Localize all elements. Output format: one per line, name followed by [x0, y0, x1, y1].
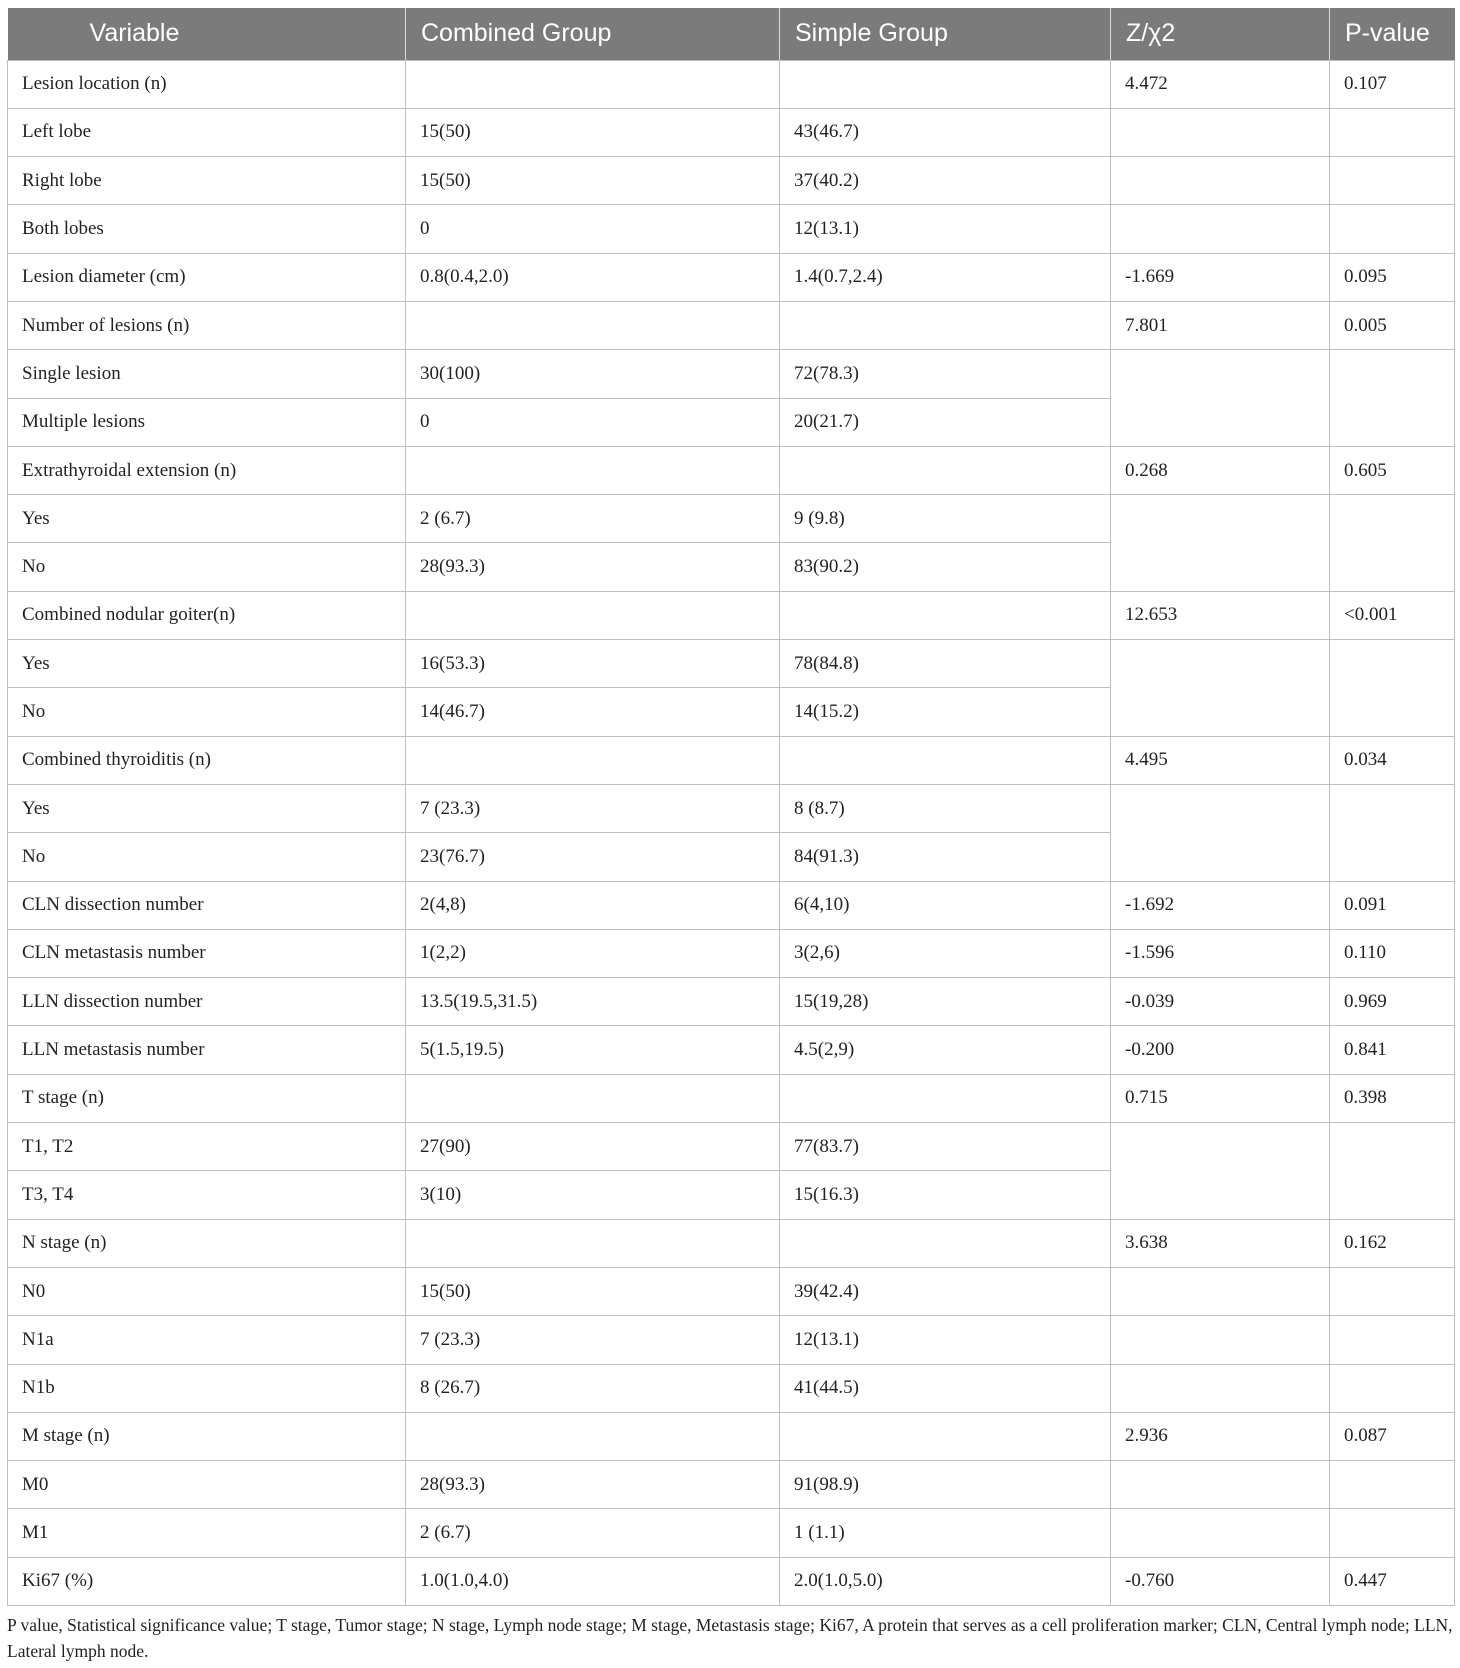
cell-combined-group: 28(93.3) [406, 1461, 780, 1509]
cell-z-chi2: -0.039 [1111, 978, 1330, 1026]
table-row [8, 881, 1455, 929]
cell-z-chi2: -1.692 [1111, 881, 1330, 929]
cell-variable: Combined thyroiditis (n) [8, 736, 406, 784]
header-row [8, 8, 1455, 60]
cell-combined-group: 7 (23.3) [406, 1316, 780, 1364]
cell-p-value: 0.095 [1330, 253, 1455, 301]
cell-variable: LLN dissection number [8, 978, 406, 1026]
cell-variable: M stage (n) [8, 1412, 406, 1460]
header-combined-group: Combined Group [406, 8, 780, 60]
cell-z-chi2: 3.638 [1111, 1219, 1330, 1267]
cell-simple-group: 91(98.9) [780, 1461, 1111, 1509]
cell-simple-group: 72(78.3) [780, 350, 1111, 398]
cell-simple-group: 1.4(0.7,2.4) [780, 253, 1111, 301]
cell-z-chi2: -0.200 [1111, 1026, 1330, 1074]
cell-combined-group: 5(1.5,19.5) [406, 1026, 780, 1074]
cell-p-value: 0.107 [1330, 60, 1455, 108]
cell-combined-group: 23(76.7) [406, 833, 780, 881]
cell-simple-group: 3(2,6) [780, 929, 1111, 977]
cell-p-value: 0.091 [1330, 881, 1455, 929]
cell-simple-group: 9 (9.8) [780, 495, 1111, 543]
table-row [8, 1364, 1455, 1412]
cell-combined-group [406, 301, 780, 349]
cell-simple-group: 20(21.7) [780, 398, 1111, 446]
cell-combined-group: 7 (23.3) [406, 784, 780, 832]
cell-variable: No [8, 833, 406, 881]
cell-p-value [1330, 350, 1455, 398]
cell-simple-group: 8 (8.7) [780, 784, 1111, 832]
table-row [8, 1219, 1455, 1267]
cell-combined-group [406, 1074, 780, 1122]
cell-simple-group: 83(90.2) [780, 543, 1111, 591]
cell-z-chi2: 0.715 [1111, 1074, 1330, 1122]
cell-z-chi2 [1111, 1171, 1330, 1219]
cell-simple-group: 15(19,28) [780, 978, 1111, 1026]
cell-z-chi2 [1111, 1509, 1330, 1557]
cell-variable: CLN dissection number [8, 881, 406, 929]
header-simple-group: Simple Group [780, 8, 1111, 60]
cell-variable: T stage (n) [8, 1074, 406, 1122]
table-row [8, 157, 1455, 205]
table-row [8, 1461, 1455, 1509]
cell-variable: Yes [8, 495, 406, 543]
table-row [8, 1026, 1455, 1074]
cell-simple-group: 84(91.3) [780, 833, 1111, 881]
cell-variable: N0 [8, 1267, 406, 1315]
cell-z-chi2: 4.472 [1111, 60, 1330, 108]
cell-p-value: 0.841 [1330, 1026, 1455, 1074]
header-variable: Variable [8, 8, 406, 60]
cell-simple-group: 12(13.1) [780, 1316, 1111, 1364]
cell-p-value [1330, 1267, 1455, 1315]
cell-z-chi2 [1111, 1461, 1330, 1509]
table-row [8, 1316, 1455, 1364]
cell-combined-group: 1(2,2) [406, 929, 780, 977]
cell-p-value [1330, 543, 1455, 591]
table-row [8, 205, 1455, 253]
cell-p-value: 0.969 [1330, 978, 1455, 1026]
cell-z-chi2 [1111, 688, 1330, 736]
cell-variable: M0 [8, 1461, 406, 1509]
cell-variable: Extrathyroidal extension (n) [8, 446, 406, 494]
results-table [7, 8, 1455, 1606]
cell-variable: Combined nodular goiter(n) [8, 591, 406, 639]
cell-p-value: 0.005 [1330, 301, 1455, 349]
cell-simple-group [780, 1412, 1111, 1460]
table-row [8, 543, 1455, 591]
cell-variable: N stage (n) [8, 1219, 406, 1267]
table-row [8, 60, 1455, 108]
cell-simple-group: 6(4,10) [780, 881, 1111, 929]
table-row [8, 108, 1455, 156]
cell-variable: Yes [8, 640, 406, 688]
cell-p-value: 0.162 [1330, 1219, 1455, 1267]
cell-combined-group: 2 (6.7) [406, 1509, 780, 1557]
cell-variable: LLN metastasis number [8, 1026, 406, 1074]
cell-z-chi2: -1.596 [1111, 929, 1330, 977]
cell-variable: Right lobe [8, 157, 406, 205]
cell-combined-group: 0 [406, 398, 780, 446]
cell-p-value [1330, 495, 1455, 543]
table-row [8, 301, 1455, 349]
header-z-chi2: Z/χ2 [1111, 8, 1330, 60]
cell-variable: T1, T2 [8, 1123, 406, 1171]
table-row [8, 446, 1455, 494]
cell-simple-group: 15(16.3) [780, 1171, 1111, 1219]
table-row [8, 1267, 1455, 1315]
cell-simple-group [780, 591, 1111, 639]
cell-p-value: <0.001 [1330, 591, 1455, 639]
cell-variable: N1b [8, 1364, 406, 1412]
cell-combined-group: 15(50) [406, 108, 780, 156]
table-row [8, 350, 1455, 398]
cell-z-chi2: -1.669 [1111, 253, 1330, 301]
cell-z-chi2 [1111, 640, 1330, 688]
cell-variable: T3, T4 [8, 1171, 406, 1219]
table-row [8, 929, 1455, 977]
cell-combined-group: 15(50) [406, 1267, 780, 1315]
cell-p-value [1330, 1316, 1455, 1364]
cell-p-value: 0.110 [1330, 929, 1455, 977]
cell-simple-group: 39(42.4) [780, 1267, 1111, 1315]
cell-variable: Both lobes [8, 205, 406, 253]
cell-z-chi2 [1111, 495, 1330, 543]
cell-p-value [1330, 205, 1455, 253]
cell-variable: Single lesion [8, 350, 406, 398]
cell-simple-group [780, 1219, 1111, 1267]
table-row [8, 591, 1455, 639]
cell-z-chi2 [1111, 1364, 1330, 1412]
cell-p-value [1330, 1461, 1455, 1509]
table-row [8, 978, 1455, 1026]
table-row [8, 1412, 1455, 1460]
cell-variable: No [8, 543, 406, 591]
cell-p-value [1330, 398, 1455, 446]
cell-z-chi2 [1111, 157, 1330, 205]
cell-simple-group: 77(83.7) [780, 1123, 1111, 1171]
table-row [8, 398, 1455, 446]
table-row [8, 1557, 1455, 1605]
table-row [8, 736, 1455, 784]
cell-variable: Yes [8, 784, 406, 832]
cell-variable: M1 [8, 1509, 406, 1557]
cell-p-value [1330, 1171, 1455, 1219]
cell-simple-group [780, 301, 1111, 349]
cell-simple-group [780, 736, 1111, 784]
cell-simple-group: 1 (1.1) [780, 1509, 1111, 1557]
cell-variable: CLN metastasis number [8, 929, 406, 977]
table-row [8, 1509, 1455, 1557]
cell-variable: Ki67 (%) [8, 1557, 406, 1605]
cell-combined-group: 0.8(0.4,2.0) [406, 253, 780, 301]
cell-combined-group: 3(10) [406, 1171, 780, 1219]
cell-variable: Left lobe [8, 108, 406, 156]
cell-simple-group [780, 60, 1111, 108]
cell-simple-group: 78(84.8) [780, 640, 1111, 688]
cell-combined-group: 16(53.3) [406, 640, 780, 688]
cell-z-chi2 [1111, 398, 1330, 446]
cell-combined-group: 15(50) [406, 157, 780, 205]
header-p-value: P-value [1330, 8, 1455, 60]
cell-variable: Multiple lesions [8, 398, 406, 446]
table-row [8, 253, 1455, 301]
cell-combined-group [406, 736, 780, 784]
cell-combined-group: 8 (26.7) [406, 1364, 780, 1412]
cell-z-chi2 [1111, 1123, 1330, 1171]
table-row [8, 1123, 1455, 1171]
cell-simple-group [780, 446, 1111, 494]
cell-p-value: 0.398 [1330, 1074, 1455, 1122]
cell-z-chi2 [1111, 1267, 1330, 1315]
cell-combined-group: 27(90) [406, 1123, 780, 1171]
cell-z-chi2 [1111, 784, 1330, 832]
cell-z-chi2: 12.653 [1111, 591, 1330, 639]
cell-combined-group [406, 1219, 780, 1267]
cell-z-chi2 [1111, 543, 1330, 591]
cell-p-value: 0.034 [1330, 736, 1455, 784]
cell-simple-group: 14(15.2) [780, 688, 1111, 736]
cell-p-value [1330, 108, 1455, 156]
cell-p-value: 0.447 [1330, 1557, 1455, 1605]
cell-combined-group: 2(4,8) [406, 881, 780, 929]
cell-z-chi2: 2.936 [1111, 1412, 1330, 1460]
cell-p-value [1330, 157, 1455, 205]
cell-variable: Lesion location (n) [8, 60, 406, 108]
data-table-container [7, 8, 1454, 1606]
cell-z-chi2 [1111, 108, 1330, 156]
cell-z-chi2 [1111, 1316, 1330, 1364]
table-row [8, 1074, 1455, 1122]
cell-combined-group: 13.5(19.5,31.5) [406, 978, 780, 1026]
cell-variable: No [8, 688, 406, 736]
cell-variable: N1a [8, 1316, 406, 1364]
cell-combined-group: 0 [406, 205, 780, 253]
cell-combined-group: 1.0(1.0,4.0) [406, 1557, 780, 1605]
cell-combined-group [406, 591, 780, 639]
table-row [8, 833, 1455, 881]
cell-combined-group [406, 446, 780, 494]
cell-combined-group [406, 1412, 780, 1460]
table-row [8, 784, 1455, 832]
cell-z-chi2 [1111, 833, 1330, 881]
cell-z-chi2: 0.268 [1111, 446, 1330, 494]
cell-variable: Lesion diameter (cm) [8, 253, 406, 301]
cell-z-chi2: 4.495 [1111, 736, 1330, 784]
cell-p-value [1330, 1509, 1455, 1557]
table-row [8, 495, 1455, 543]
cell-simple-group: 12(13.1) [780, 205, 1111, 253]
cell-combined-group: 30(100) [406, 350, 780, 398]
cell-z-chi2 [1111, 205, 1330, 253]
cell-z-chi2: -0.760 [1111, 1557, 1330, 1605]
cell-p-value [1330, 640, 1455, 688]
cell-p-value [1330, 833, 1455, 881]
cell-p-value [1330, 688, 1455, 736]
cell-combined-group: 2 (6.7) [406, 495, 780, 543]
cell-z-chi2: 7.801 [1111, 301, 1330, 349]
cell-simple-group: 41(44.5) [780, 1364, 1111, 1412]
cell-simple-group: 43(46.7) [780, 108, 1111, 156]
cell-z-chi2 [1111, 350, 1330, 398]
cell-simple-group: 2.0(1.0,5.0) [780, 1557, 1111, 1605]
table-body [8, 60, 1455, 1606]
cell-p-value: 0.605 [1330, 446, 1455, 494]
cell-variable: Number of lesions (n) [8, 301, 406, 349]
cell-p-value [1330, 1364, 1455, 1412]
cell-p-value: 0.087 [1330, 1412, 1455, 1460]
table-row [8, 1171, 1455, 1219]
table-row [8, 688, 1455, 736]
cell-combined-group [406, 60, 780, 108]
cell-combined-group: 28(93.3) [406, 543, 780, 591]
cell-simple-group: 4.5(2,9) [780, 1026, 1111, 1074]
cell-combined-group: 14(46.7) [406, 688, 780, 736]
cell-p-value [1330, 784, 1455, 832]
cell-simple-group: 37(40.2) [780, 157, 1111, 205]
table-row [8, 640, 1455, 688]
cell-p-value [1330, 1123, 1455, 1171]
cell-simple-group [780, 1074, 1111, 1122]
table-footnote: P value, Statistical significance value; T stage, Tumor stage; N stage, Lymph node stage; M stage, Metastasis stage; Ki67, A protein that serves as a cell proliferation marker; CLN, Central lymph node; LLN, Lateral lymph node. [7, 1615, 1453, 1661]
